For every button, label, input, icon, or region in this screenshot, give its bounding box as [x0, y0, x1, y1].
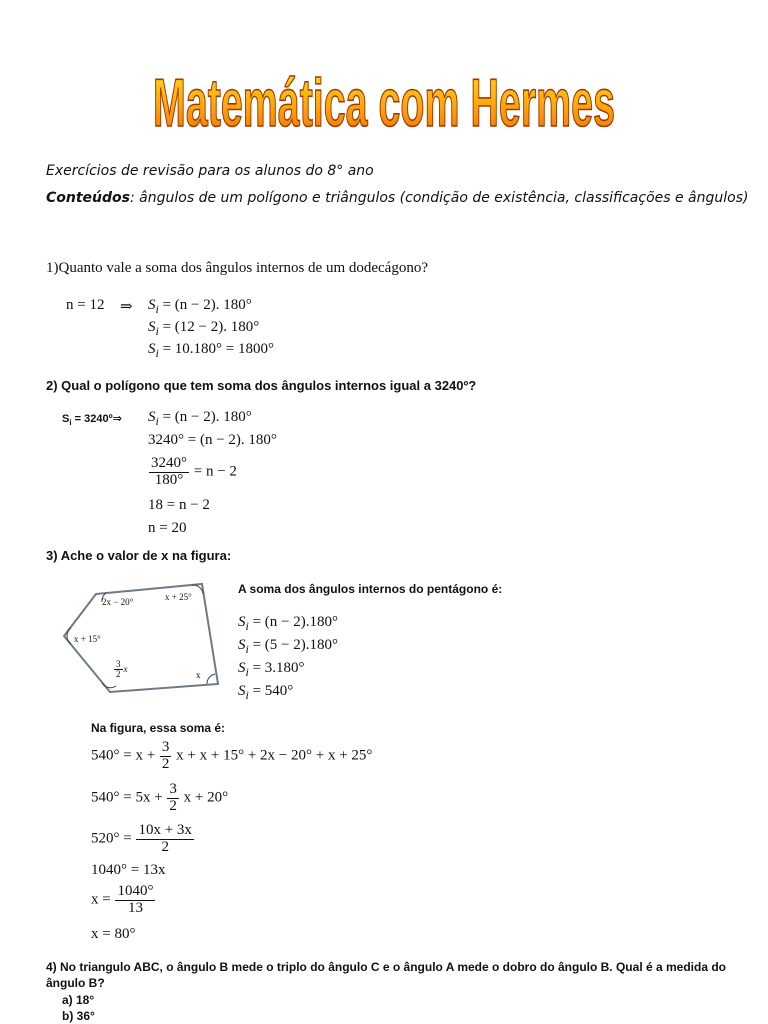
pentagon-step-4: $S_i = 540^\circ$ — [238, 683, 294, 702]
equation-2-num: 3 — [169, 781, 177, 797]
angle-label-bottom-left — [113, 660, 128, 680]
pentagon-step-1: $S_i = (n - 2).180^\circ$ — [238, 614, 339, 633]
pentagon-step-2: $S_i = (5 - 2).180^\circ$ — [238, 637, 339, 656]
equation-1 — [91, 740, 372, 773]
angle-bottom-left-num: 3 — [116, 659, 121, 669]
equation-1-left: 540° = x + — [91, 747, 156, 764]
pentagon-step-2-text: = (5 − 2).180° — [252, 637, 339, 653]
equation-6: x = 80° — [91, 926, 136, 942]
q2-fraction-den: 180° — [154, 471, 184, 488]
equation-2-frac — [167, 782, 179, 815]
equation-3-den: 2 — [161, 838, 169, 855]
q2-step-1-text: = (n − 2). 180° — [162, 409, 252, 425]
page-title: Matemática com Hermes — [153, 65, 615, 141]
angle-bottom-left-var: x — [123, 664, 128, 674]
q1-given: n = 12 — [66, 297, 105, 313]
equation-5-left: x = — [91, 891, 111, 908]
angle-label-top-right: x + 25° — [165, 592, 192, 602]
intro-line-2 — [46, 190, 748, 206]
equation-5-den: 13 — [127, 899, 143, 916]
q2-step-3-text: = n − 2 — [193, 463, 237, 480]
equation-2 — [91, 782, 228, 815]
equation-5-frac — [115, 884, 155, 917]
pentagon-sum-label: A soma dos ângulos internos do pentágono é: — [238, 582, 503, 596]
q2-step-1: $S_i = (n - 2)$. 180° — [148, 409, 252, 428]
intro-contents-label: Conteúdos — [46, 190, 130, 206]
intro-line-1: Exercícios de revisão para os alunos do 8° ano — [46, 163, 374, 179]
q2-given: $S_i$ = 3240º⇒ — [62, 413, 122, 428]
q1-step-3-text: = 10.180° = 1800° — [162, 341, 275, 357]
equation-1-frac — [160, 740, 172, 773]
equation-1-den: 2 — [161, 755, 170, 772]
pentagon-step-4-text: = 540° — [252, 683, 294, 699]
q1-step-2: $S_i = (12 - 2)$. 180° — [148, 319, 260, 338]
equation-5-num: 1040° — [117, 883, 154, 899]
angle-label-left: x + 15° — [74, 634, 101, 644]
q2-step-5: n = 20 — [148, 520, 187, 536]
angle-label-bottom-left-frac — [114, 660, 123, 680]
angle-bottom-left-den: 2 — [116, 669, 121, 680]
equation-3 — [91, 823, 195, 856]
q1-step-1: $S_i = (n - 2)$. 180° — [148, 297, 252, 316]
pentagon-step-3: $S_i = 3.180^\circ$ — [238, 660, 305, 679]
question-1: 1)Quanto vale a soma dos ângulos internos de um dodecágono? — [46, 260, 428, 276]
q2-step-2: 3240° = (n − 2). 180° — [148, 432, 277, 448]
figure-sum-label: Na figura, essa soma é: — [91, 721, 226, 735]
equation-2-den: 2 — [169, 797, 177, 814]
option-a: a) 18° — [62, 993, 95, 1007]
option-b: b) 36° — [62, 1009, 95, 1023]
q2-step-3 — [148, 456, 237, 489]
question-4-line-1: 4) No triangulo ABC, o ângulo B mede o triplo do ângulo C e o ângulo A mede o dobro do ângulo B. Qual é a medida do — [46, 960, 727, 974]
equation-5 — [91, 884, 156, 917]
question-2: 2) Qual o polígono que tem soma dos ângulos internos igual a 3240º? — [46, 378, 477, 393]
equation-2-left: 540° = 5x + — [91, 789, 163, 806]
equation-3-num: 10x + 3x — [138, 822, 192, 838]
q2-step-4: 18 = n − 2 — [148, 497, 210, 513]
equation-1-num: 3 — [161, 739, 170, 755]
equation-3-left: 520° = — [91, 830, 132, 847]
q2-fraction — [149, 456, 189, 489]
q2-fraction-num: 3240° — [151, 455, 187, 471]
intro-contents-text: : ângulos de um polígono e triângulos (condição de existência, classificações e ângulos) — [130, 190, 749, 206]
q1-step-2-text: = (12 − 2). 180° — [162, 319, 260, 335]
q2-given-text: = 3240º⇒ — [74, 413, 122, 425]
equation-3-frac — [136, 823, 193, 856]
angle-label-top-left: 2x − 20° — [102, 597, 134, 607]
q1-step-3: $S_i = 10.180^\circ = 1800^\circ$ — [148, 341, 275, 360]
question-4-line-2: ângulo B? — [46, 976, 105, 990]
equation-4: 1040° = 13x — [91, 862, 166, 878]
q1-arrow: ⇒ — [120, 299, 133, 315]
page-title-art — [0, 52, 768, 142]
equation-2-right: x + 20° — [183, 789, 229, 806]
q1-step-1-text: = (n − 2). 180° — [162, 297, 252, 313]
page-title-banner — [0, 52, 768, 142]
equation-1-right: x + x + 15° + 2x − 20° + x + 25° — [176, 747, 373, 764]
angle-label-bottom-right: x — [196, 670, 201, 680]
question-3: 3) Ache o valor de x na figura: — [46, 548, 232, 563]
pentagon-step-1-text: = (n − 2).180° — [252, 614, 339, 630]
pentagon-step-3-text: = 3.180° — [252, 660, 305, 676]
